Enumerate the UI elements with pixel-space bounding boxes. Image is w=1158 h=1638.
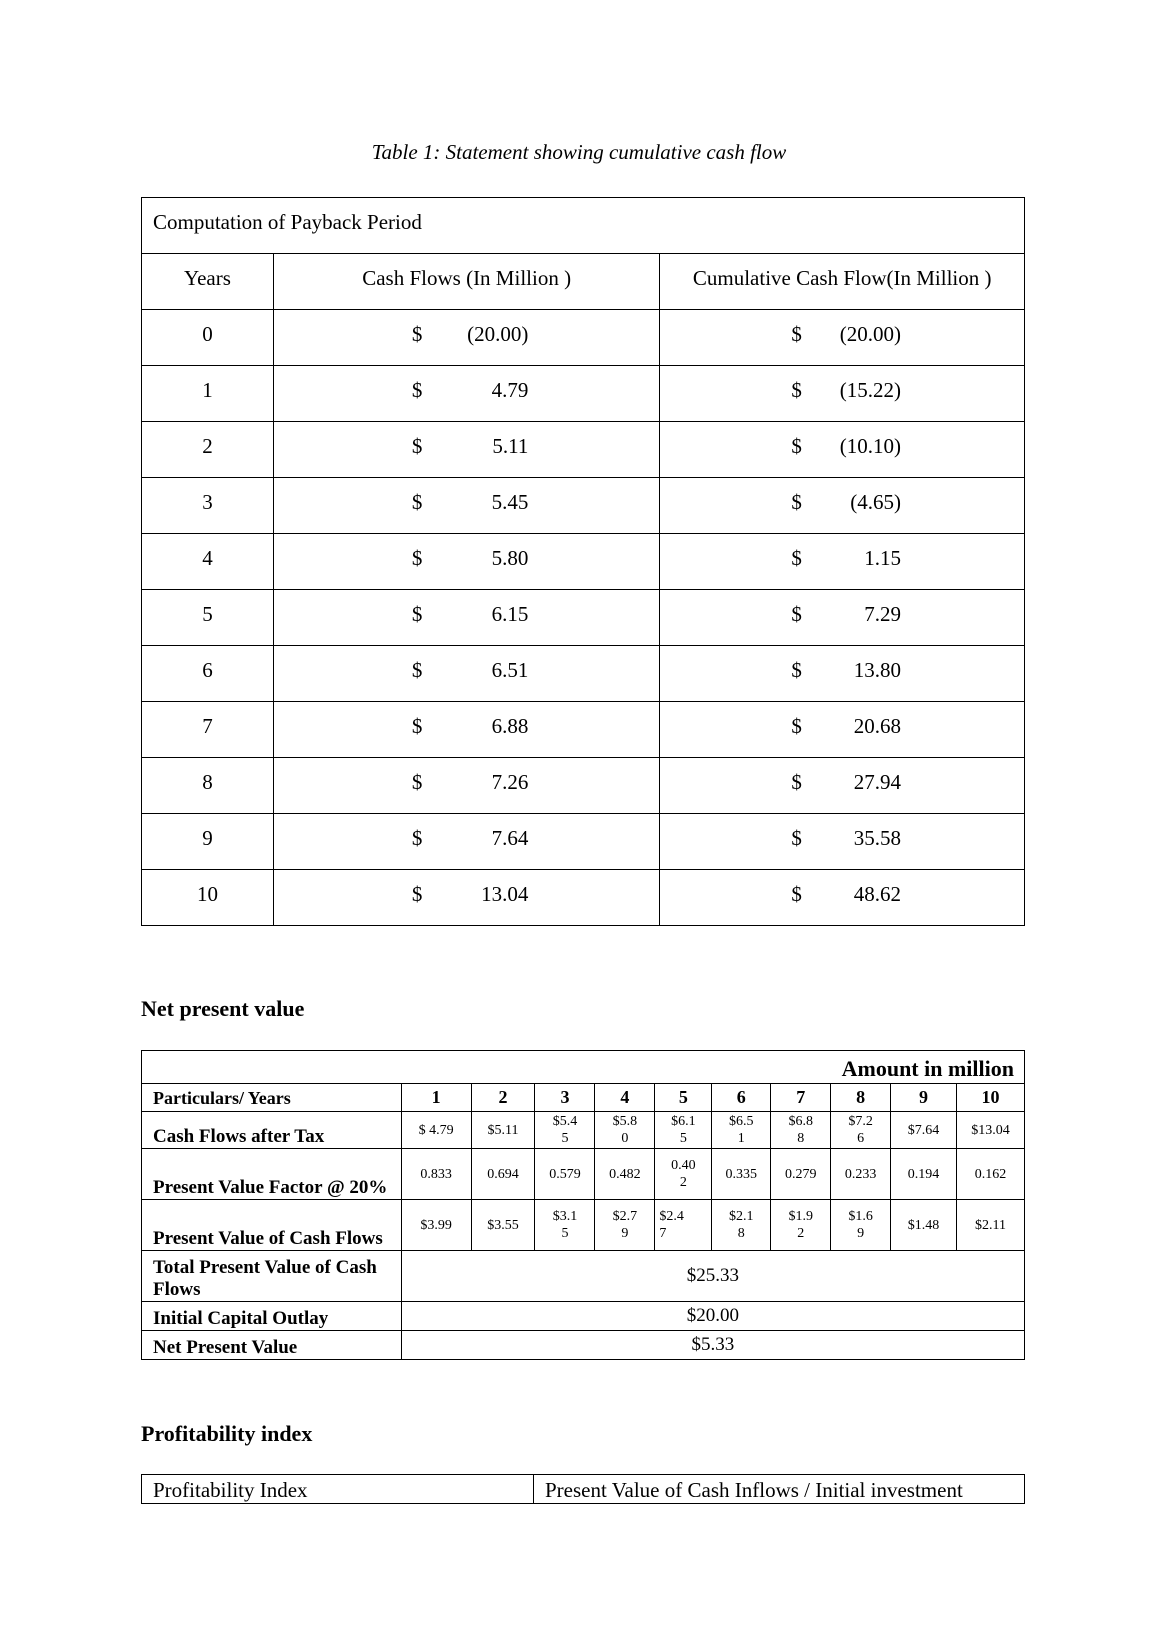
money-value <box>668 658 1016 682</box>
payback-table <box>141 197 1025 926</box>
currency-symbol: $ <box>791 602 802 626</box>
year-cell: 4 <box>142 534 274 590</box>
header-cumulative: Cumulative Cash Flow(In Million ) <box>660 254 1025 310</box>
cash-flow-cell: $5.8 0 <box>595 1112 655 1149</box>
cash-flow-cell: $6.1 5 <box>655 1112 712 1149</box>
header-years: Years <box>142 254 274 310</box>
year-header: 10 <box>957 1084 1025 1112</box>
payback-row <box>142 870 1025 926</box>
payback-row <box>142 814 1025 870</box>
currency-symbol: $ <box>411 490 423 514</box>
pi-label: Profitability Index <box>142 1475 534 1504</box>
currency-symbol: $ <box>411 714 423 738</box>
currency-symbol: $ <box>791 378 802 402</box>
money-value <box>282 770 652 794</box>
cumulative-amount: 35.58 <box>853 826 901 850</box>
cash-flow-amount: 13.04 <box>481 882 529 906</box>
cumulative-cell <box>660 814 1025 870</box>
payback-row <box>142 366 1025 422</box>
pv-factor-cell: 0.694 <box>471 1149 535 1200</box>
currency-symbol: $ <box>791 770 802 794</box>
year-cell: 6 <box>142 646 274 702</box>
cash-flow-amount: 7.64 <box>491 826 529 850</box>
total-pv-value: $25.33 <box>401 1251 1024 1302</box>
payback-row <box>142 478 1025 534</box>
year-header: 3 <box>535 1084 595 1112</box>
currency-symbol: $ <box>411 770 423 794</box>
cash-flow-cell: $6.8 8 <box>771 1112 831 1149</box>
cumulative-amount: 27.94 <box>853 770 901 794</box>
cumulative-cell <box>660 310 1025 366</box>
payback-title-row <box>142 198 1025 254</box>
currency-symbol: $ <box>791 434 802 458</box>
pv-cell: $2.1 8 <box>712 1200 771 1251</box>
cash-flow-cell <box>273 590 660 646</box>
cash-flow-amount: 5.45 <box>491 490 529 514</box>
pv-cell: $3.55 <box>471 1200 535 1251</box>
currency-symbol: $ <box>411 602 423 626</box>
money-value <box>668 546 1016 570</box>
cash-flows-label: Cash Flows after Tax <box>142 1112 402 1149</box>
money-value <box>282 546 652 570</box>
year-header: 2 <box>471 1084 535 1112</box>
payback-row <box>142 422 1025 478</box>
cash-flow-cell <box>273 310 660 366</box>
money-value <box>282 882 652 906</box>
cumulative-amount: (10.10) <box>839 434 901 458</box>
npv-heading: Net present value <box>141 996 305 1021</box>
cumulative-amount: (4.65) <box>850 490 901 514</box>
payback-row <box>142 590 1025 646</box>
cash-flow-cell <box>273 646 660 702</box>
currency-symbol: $ <box>791 714 802 738</box>
pv-cell: $1.6 9 <box>831 1200 891 1251</box>
cumulative-cell <box>660 534 1025 590</box>
payback-row <box>142 646 1025 702</box>
npv-row <box>142 1331 1025 1360</box>
amount-note-row <box>142 1051 1025 1084</box>
pv-cell: $1.9 2 <box>771 1200 831 1251</box>
pv-factor-cell: 0.40 2 <box>655 1149 712 1200</box>
cumulative-cell <box>660 422 1025 478</box>
header-cash-flows: Cash Flows (In Million ) <box>273 254 660 310</box>
cash-flow-cell <box>273 534 660 590</box>
pv-factor-cell: 0.162 <box>957 1149 1025 1200</box>
money-value <box>668 714 1016 738</box>
cumulative-amount: 48.62 <box>853 882 901 906</box>
cash-flow-amount: 6.51 <box>491 658 529 682</box>
initial-outlay-label: Initial Capital Outlay <box>142 1302 402 1331</box>
pv-cell: $2.11 <box>957 1200 1025 1251</box>
cash-flow-amount: 7.26 <box>491 770 529 794</box>
pv-factor-cell: 0.194 <box>891 1149 957 1200</box>
year-cell: 8 <box>142 758 274 814</box>
cash-flow-amount: 5.80 <box>491 546 529 570</box>
year-header: 1 <box>401 1084 471 1112</box>
cash-flow-cell <box>273 870 660 926</box>
year-cell: 2 <box>142 422 274 478</box>
cumulative-amount: (15.22) <box>839 378 901 402</box>
cash-flow-amount: 5.11 <box>492 434 529 458</box>
pv-factor-cell: 0.579 <box>535 1149 595 1200</box>
pv-factor-cell: 0.335 <box>712 1149 771 1200</box>
year-header: 8 <box>831 1084 891 1112</box>
cumulative-cell <box>660 590 1025 646</box>
payback-row <box>142 702 1025 758</box>
year-cell: 0 <box>142 310 274 366</box>
cash-flow-cell: $7.64 <box>891 1112 957 1149</box>
payback-header-row <box>142 254 1025 310</box>
payback-row <box>142 758 1025 814</box>
cash-flow-amount: 6.88 <box>491 714 529 738</box>
currency-symbol: $ <box>411 322 423 346</box>
pi-row <box>142 1475 1025 1504</box>
cash-flows-row <box>142 1112 1025 1149</box>
pv-row <box>142 1200 1025 1251</box>
particulars-header: Particulars/ Years <box>142 1084 402 1112</box>
pv-factor-cell: 0.482 <box>595 1149 655 1200</box>
money-value <box>282 434 652 458</box>
cash-flow-cell <box>273 478 660 534</box>
total-pv-row <box>142 1251 1025 1302</box>
cumulative-amount: 7.29 <box>864 602 901 626</box>
year-header: 5 <box>655 1084 712 1112</box>
cash-flow-cell: $5.4 5 <box>535 1112 595 1149</box>
payback-row <box>142 534 1025 590</box>
money-value <box>668 602 1016 626</box>
currency-symbol: $ <box>791 490 802 514</box>
cumulative-cell <box>660 758 1025 814</box>
currency-symbol: $ <box>791 882 802 906</box>
npv-label: Net Present Value <box>142 1331 402 1360</box>
pi-heading: Profitability index <box>141 1421 313 1446</box>
total-pv-label: Total Present Value of Cash Flows <box>142 1251 402 1302</box>
npv-table <box>141 1050 1025 1360</box>
cumulative-amount: (20.00) <box>839 322 901 346</box>
amount-note: Amount in million <box>142 1051 1025 1084</box>
initial-outlay-value: $20.00 <box>401 1302 1024 1331</box>
cumulative-amount: 1.15 <box>864 546 901 570</box>
cash-flow-cell: $5.11 <box>471 1112 535 1149</box>
cash-flow-cell <box>273 702 660 758</box>
pi-table <box>141 1474 1025 1504</box>
initial-outlay-row <box>142 1302 1025 1331</box>
year-cell: 1 <box>142 366 274 422</box>
cumulative-cell <box>660 478 1025 534</box>
money-value <box>668 770 1016 794</box>
year-header: 7 <box>771 1084 831 1112</box>
pv-factor-row <box>142 1149 1025 1200</box>
pv-cell: $2.4 7 <box>655 1200 712 1251</box>
year-cell: 9 <box>142 814 274 870</box>
payback-row <box>142 310 1025 366</box>
year-cell: 10 <box>142 870 274 926</box>
pv-factor-cell: 0.833 <box>401 1149 471 1200</box>
money-value <box>282 602 652 626</box>
cash-flow-amount: (20.00) <box>467 322 529 346</box>
cumulative-amount: 13.80 <box>853 658 901 682</box>
cash-flow-cell: $ 4.79 <box>401 1112 471 1149</box>
currency-symbol: $ <box>791 658 802 682</box>
currency-symbol: $ <box>791 546 802 570</box>
money-value <box>668 322 1016 346</box>
cash-flow-cell <box>273 422 660 478</box>
money-value <box>668 434 1016 458</box>
cash-flow-cell: $7.2 6 <box>831 1112 891 1149</box>
table-caption: Table 1: Statement showing cumulative cash flow <box>371 140 787 164</box>
money-value <box>282 826 652 850</box>
cash-flow-amount: 4.79 <box>491 378 529 402</box>
npv-value: $5.33 <box>401 1331 1024 1360</box>
money-value <box>282 658 652 682</box>
payback-title: Computation of Payback Period <box>142 198 1025 254</box>
pv-cell: $3.1 5 <box>535 1200 595 1251</box>
money-value <box>668 378 1016 402</box>
cumulative-cell <box>660 366 1025 422</box>
pi-formula: Present Value of Cash Inflows / Initial investment <box>534 1475 1025 1504</box>
cash-flow-cell <box>273 366 660 422</box>
money-value <box>282 378 652 402</box>
cash-flow-cell: $6.5 1 <box>712 1112 771 1149</box>
year-cell: 7 <box>142 702 274 758</box>
currency-symbol: $ <box>791 826 802 850</box>
cash-flow-cell: $13.04 <box>957 1112 1025 1149</box>
year-cell: 3 <box>142 478 274 534</box>
year-header: 6 <box>712 1084 771 1112</box>
pv-factor-cell: 0.233 <box>831 1149 891 1200</box>
currency-symbol: $ <box>411 882 423 906</box>
currency-symbol: $ <box>411 826 423 850</box>
cumulative-cell <box>660 646 1025 702</box>
money-value <box>668 826 1016 850</box>
money-value <box>282 714 652 738</box>
money-value <box>668 882 1016 906</box>
currency-symbol: $ <box>411 658 423 682</box>
pv-factor-cell: 0.279 <box>771 1149 831 1200</box>
cumulative-cell <box>660 870 1025 926</box>
currency-symbol: $ <box>791 322 802 346</box>
year-cell: 5 <box>142 590 274 646</box>
pv-cell: $3.99 <box>401 1200 471 1251</box>
cumulative-amount: 20.68 <box>853 714 901 738</box>
year-header: 9 <box>891 1084 957 1112</box>
cumulative-cell <box>660 702 1025 758</box>
pv-factor-label: Present Value Factor @ 20% <box>142 1149 402 1200</box>
cash-flow-cell <box>273 814 660 870</box>
cash-flow-amount: 6.15 <box>491 602 529 626</box>
pv-label: Present Value of Cash Flows <box>142 1200 402 1251</box>
cash-flow-cell <box>273 758 660 814</box>
years-header-row <box>142 1084 1025 1112</box>
pv-cell: $1.48 <box>891 1200 957 1251</box>
currency-symbol: $ <box>411 434 423 458</box>
money-value <box>282 322 652 346</box>
year-header: 4 <box>595 1084 655 1112</box>
money-value <box>282 490 652 514</box>
currency-symbol: $ <box>411 546 423 570</box>
pv-cell: $2.7 9 <box>595 1200 655 1251</box>
money-value <box>668 490 1016 514</box>
currency-symbol: $ <box>411 378 423 402</box>
